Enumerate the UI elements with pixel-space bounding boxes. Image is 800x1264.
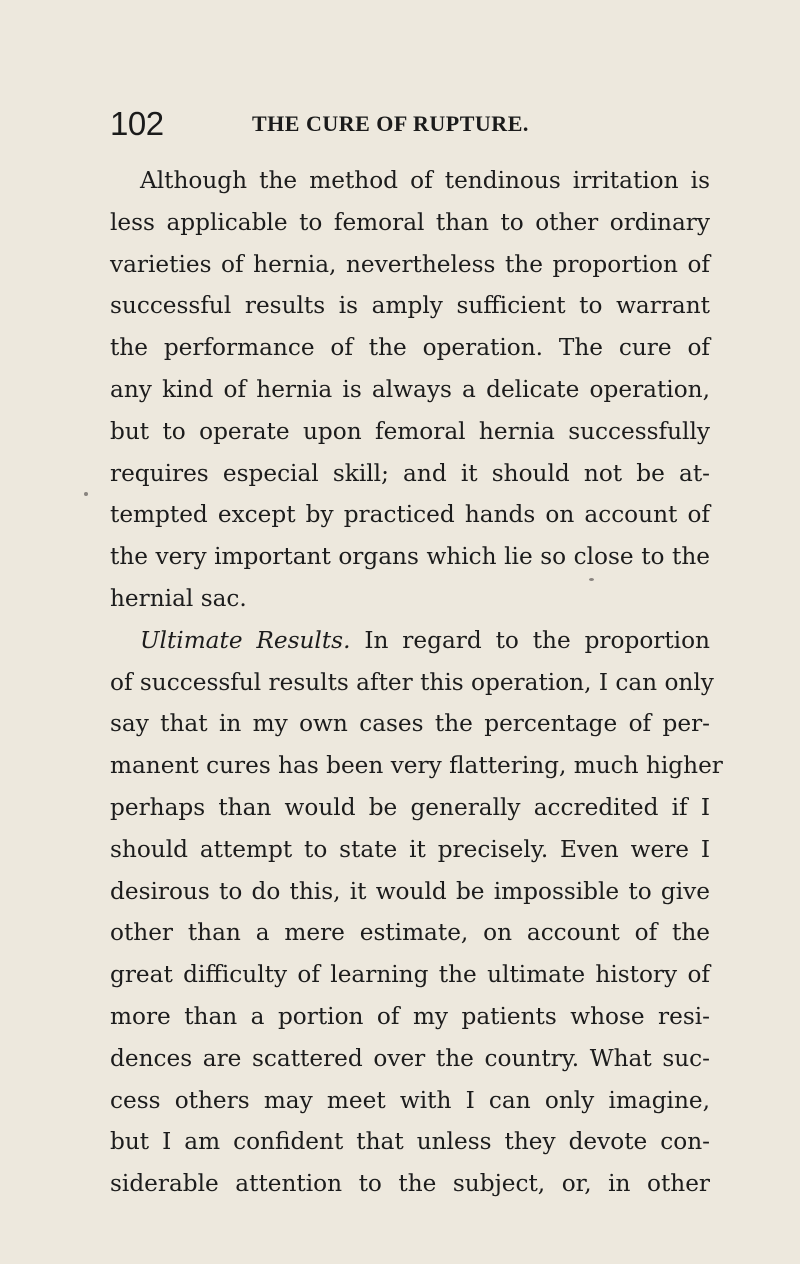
text-line: siderable attention to the subject, or, in other: [110, 1170, 710, 1198]
text-line: dences are scattered over the country. What suc-: [110, 1044, 710, 1072]
text-line: desirous to do this, it would be impossible to give: [110, 877, 710, 905]
page-number: 102: [110, 105, 164, 142]
paper-speck: [589, 578, 594, 581]
text-line: more than a portion of my patients whose resi-: [110, 1002, 710, 1030]
text-line: the performance of the operation. The cure of: [110, 334, 710, 362]
heading-line-text: In regard to the proportion: [350, 626, 710, 654]
text-line: cess others may meet with I can only imagine,: [110, 1086, 710, 1114]
text-line: perhaps than would be generally accredited if I: [110, 793, 710, 821]
text-line: less applicable to femoral than to other ordinary: [110, 208, 710, 236]
text-line: varieties of hernia, nevertheless the proportion of: [110, 250, 710, 278]
text-line: hernial sac.: [110, 584, 247, 612]
text-line: but I am confident that unless they devote con-: [110, 1128, 710, 1156]
text-line: but to operate upon femoral hernia successfully: [110, 417, 710, 445]
text-line: any kind of hernia is always a delicate operation,: [110, 375, 710, 403]
text-line: say that in my own cases the percentage of per-: [110, 710, 710, 738]
running-head: THE CURE OF RUPTURE.: [252, 111, 529, 136]
body-text: [110, 160, 723, 1205]
text-line: requires especial skill; and it should not be at-: [110, 459, 710, 487]
paragraph-2: [110, 620, 723, 1205]
text-line: the very important organs which lie so close to the: [110, 543, 710, 571]
text-line: should attempt to state it precisely. Even were I: [110, 835, 710, 863]
text-line: great difficulty of learning the ultimate history of: [110, 961, 710, 989]
text-line: tempted except by practiced hands on account of: [110, 501, 710, 529]
text-line: manent cures has been very flattering, much higher: [110, 752, 723, 780]
paper-speck: [84, 492, 88, 496]
section-heading: Ultimate Results.: [140, 626, 351, 654]
page-header: [110, 104, 670, 144]
text-line: other than a mere estimate, on account of the: [110, 919, 710, 947]
text-line: Although the method of tendinous irritation is: [140, 167, 710, 194]
text-line: [110, 620, 710, 662]
text-line: of successful results after this operation, I can only: [110, 668, 714, 696]
paragraph-1: [110, 160, 710, 620]
text-line: successful results is amply sufficient to warrant: [110, 292, 710, 320]
